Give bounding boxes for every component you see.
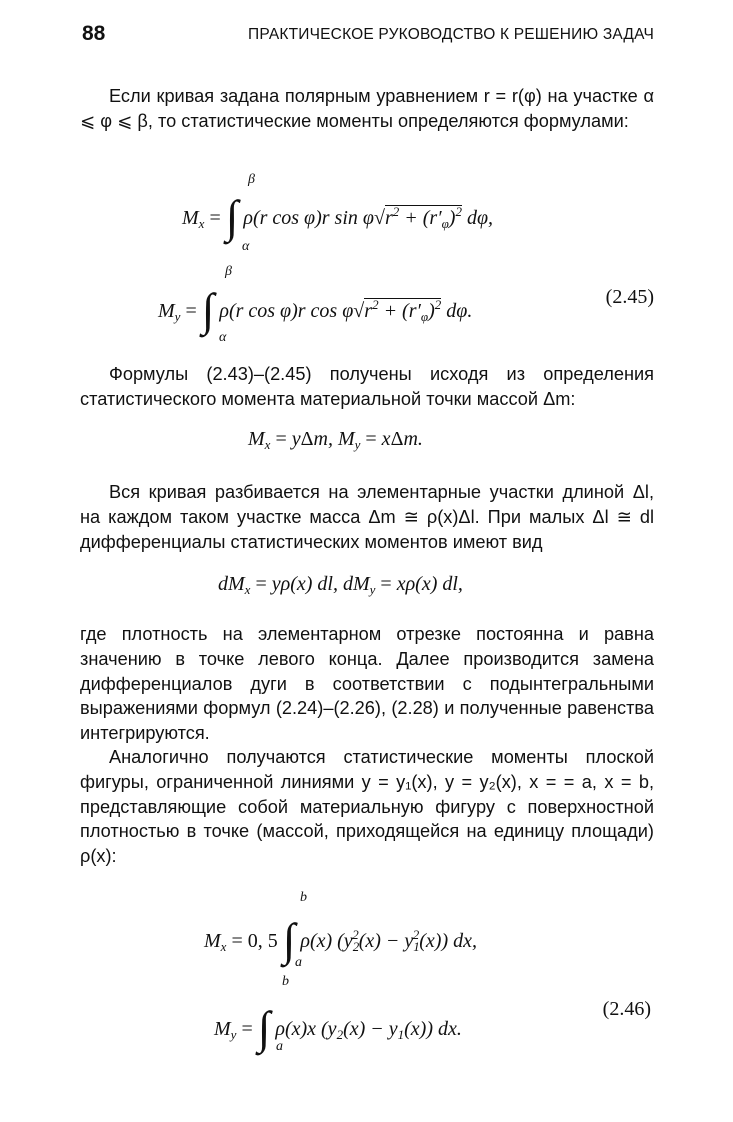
upper-limit-b: b: [300, 890, 307, 905]
upper-limit-b-2: b: [282, 974, 289, 989]
paragraph-density-note: где плотность на элементарном отрезке постоянна и равна значению в точке левого конца. Далее производится замена дифференциалов дуги в соответствии с подынтегральными выражениями формул (2.24)–(2.26), (2.28) и полученные равенства интегрируются.: [80, 624, 654, 744]
lower-limit-a-2: a: [276, 1039, 283, 1054]
lower-limit-a: a: [295, 955, 302, 970]
lower-limit-alpha-2: α: [219, 330, 227, 345]
formula-differentials: $dM_x = y\rho(x)$ dl, $dM_y = x\rho(x)$ dl,: [218, 573, 463, 597]
page-number: 88: [82, 22, 106, 45]
paragraph-elementary-segments: Вся кривая разбивается на элементарные участки длиной Δl, на каждом таком участке масса Δm ≅ ρ(x)Δl. При малых Δl ≅ dl дифференциалы статистических моментов имеют вид: [80, 482, 654, 552]
formula-my-plane: $M_y$ = ∫ ρ(x)x $(y_2(x) - y_1(x))$ dx.: [214, 1002, 462, 1053]
upper-limit-beta: β: [248, 172, 255, 187]
formula-point-moment: $M_x = y\Delta m$, $M_y = x\Delta m$.: [248, 428, 423, 452]
paragraph-plane-figure: Аналогично получаются статистические моменты плоской фигуры, ограниченной линиями y = y₁(x), y = y₂(x), x = = a, x = b, представляющие собой материальную фигуру с поверхностной плотностью в точке (массой, приходящейся на единицу площади) ρ(x):: [80, 747, 654, 867]
lower-limit-alpha: α: [242, 239, 250, 254]
formula-mx-plane: $M_x = 0$, 5 ∫ ρ(x) $(y_2^2(x) - y_1^2(x))$ dx,: [204, 914, 477, 965]
formula-mx-polar: $M_x$ = ∫ ρ(r cos φ)r $\sin \varphi√r^2 + (r'_\varphi)^2$ dφ,: [182, 191, 494, 242]
equation-number-2-45: (2.45): [605, 286, 654, 308]
paragraph-polar-intro: Если кривая задана полярным уравнением r = r(φ) на участке α ⩽ φ ⩽ β, то статистические моменты определяются формулами:: [80, 86, 654, 131]
equation-number-2-46: (2.46): [602, 998, 651, 1020]
formula-my-polar: $M_y$ = ∫ ρ(r cos φ)r $\cos \varphi√r^2 + (r'_\varphi)^2$ dφ.: [158, 284, 473, 335]
upper-limit-beta-2: β: [225, 264, 232, 279]
page-header: [82, 22, 654, 52]
paragraph-point-moment: Формулы (2.43)–(2.45) получены исходя из определения статистического момента материальной точки массой Δm:: [80, 364, 654, 409]
running-title: ПРАКТИЧЕСКОЕ РУКОВОДСТВО К РЕШЕНИЮ ЗАДАЧ: [248, 26, 654, 43]
